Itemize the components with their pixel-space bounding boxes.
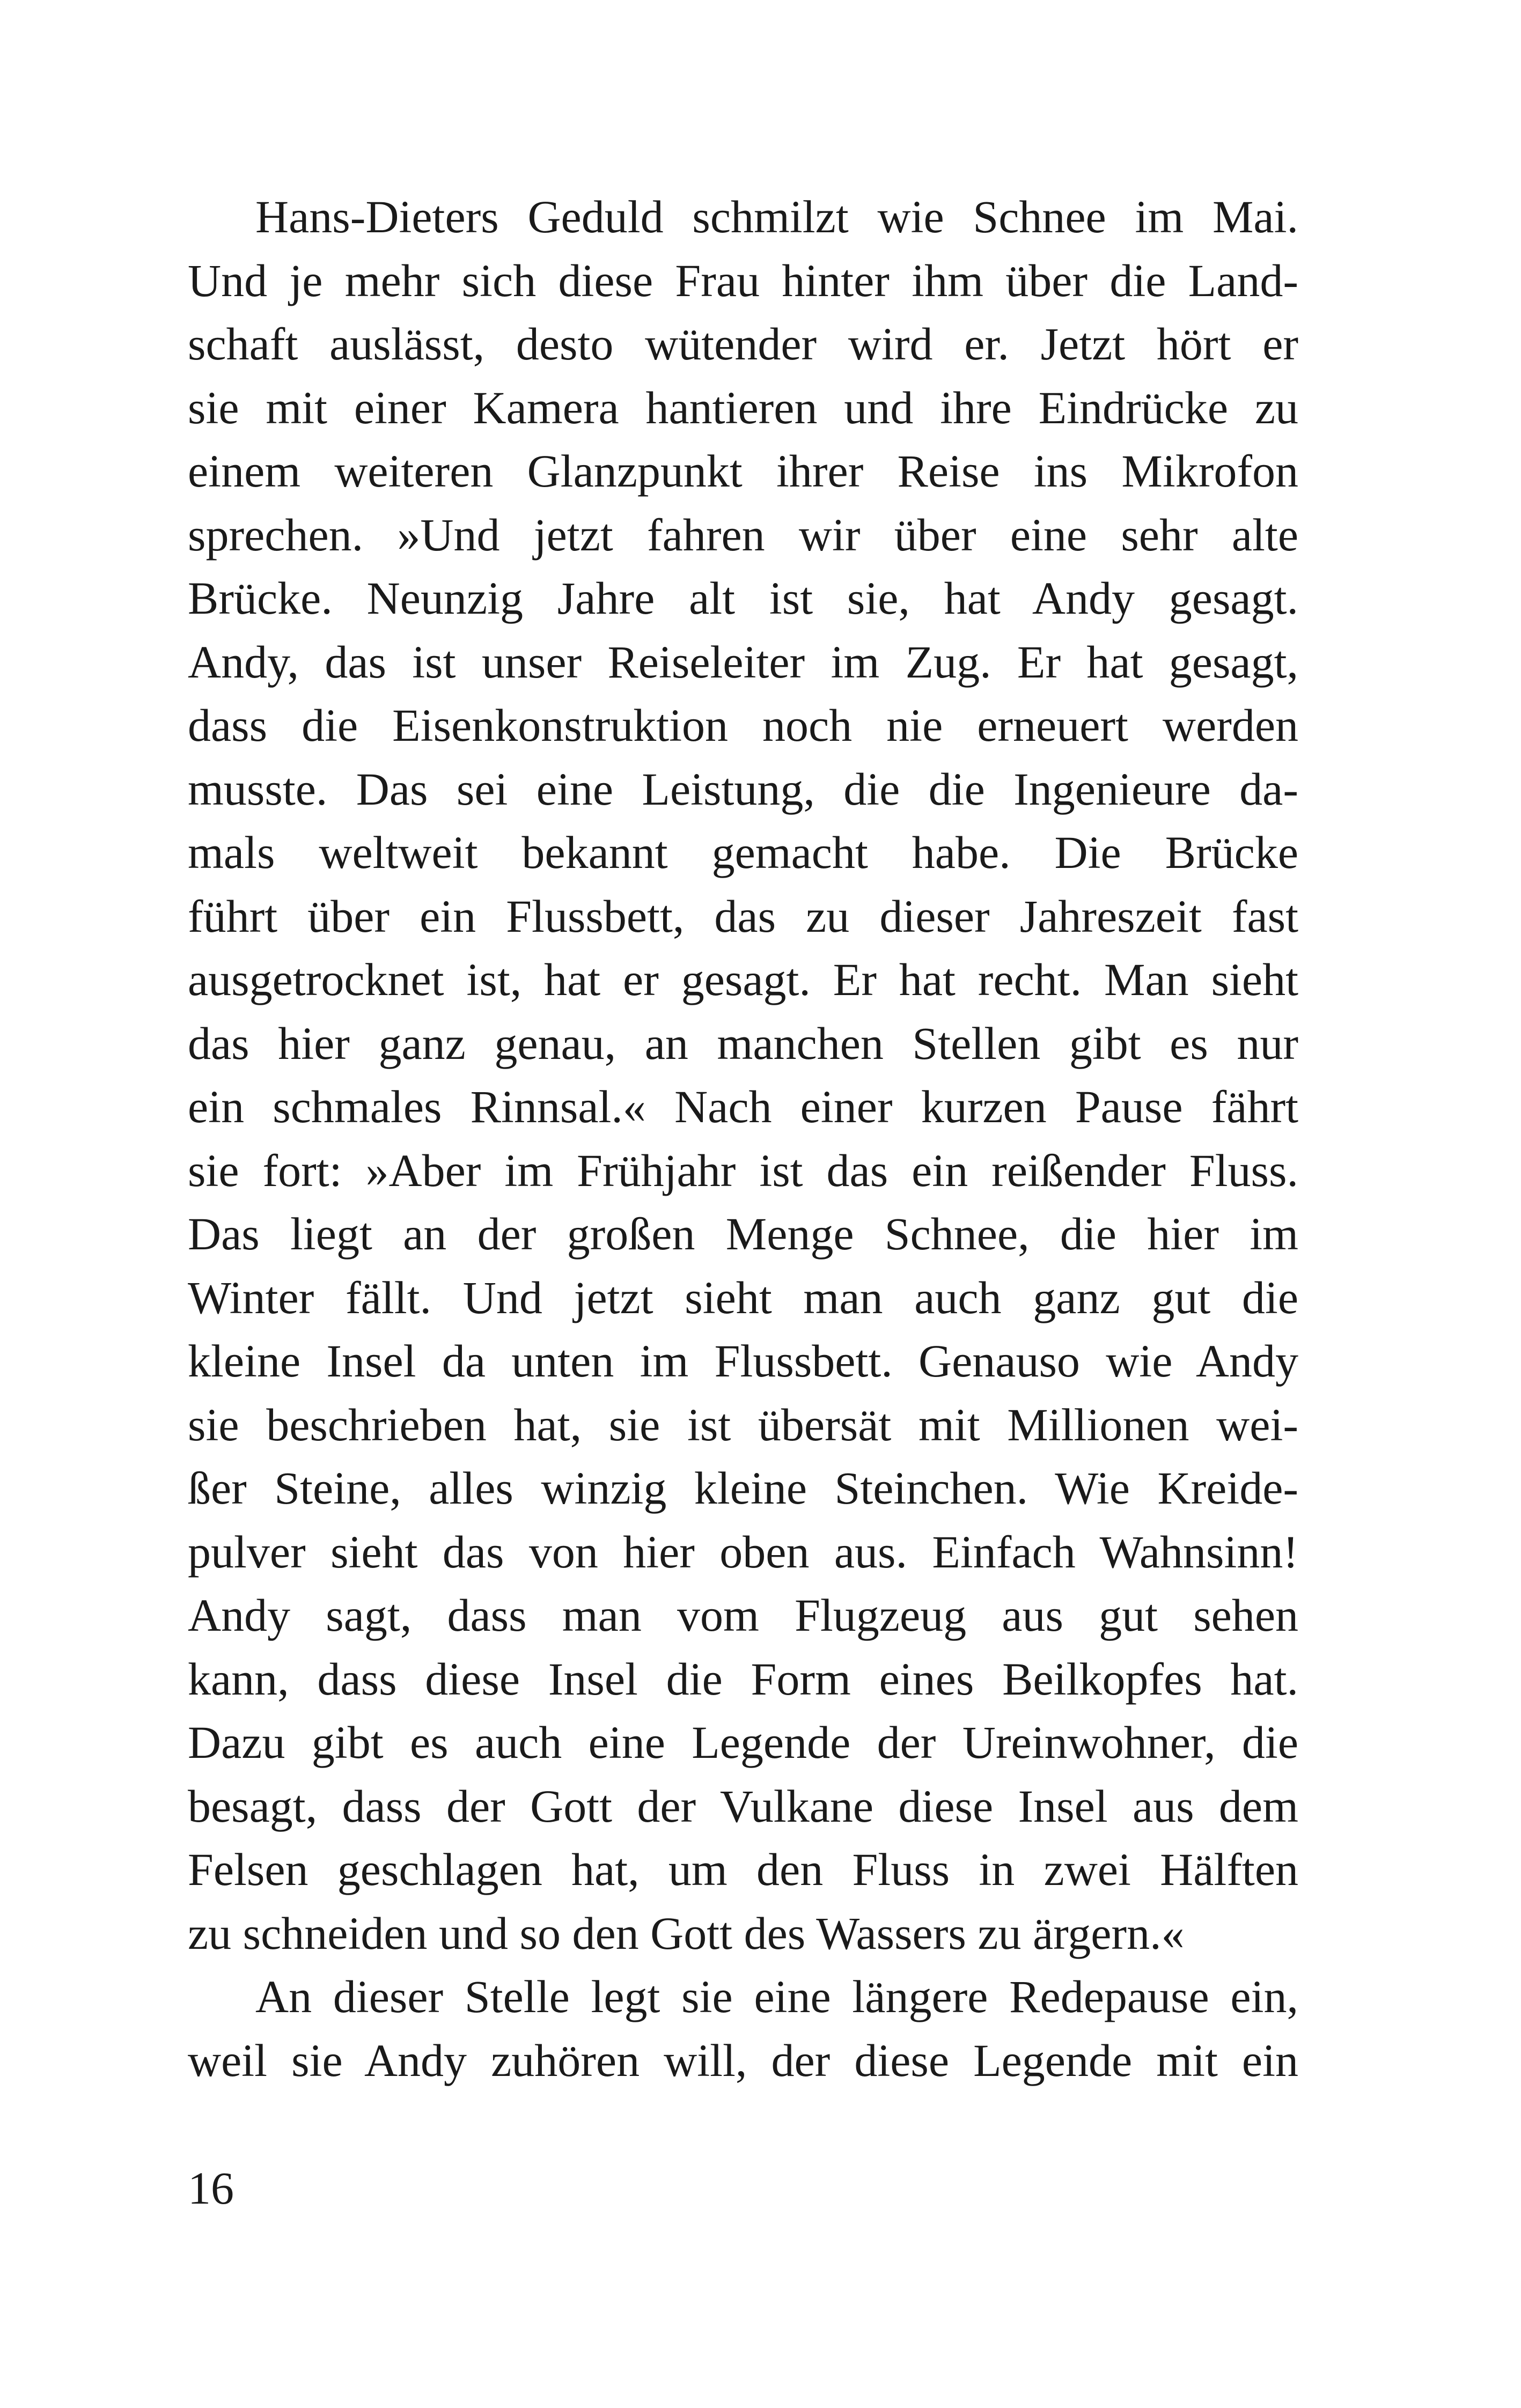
text-line: mals weltweit bekannt gemacht habe. Die Brücke: [188, 827, 1298, 878]
text-line: ausgetrocknet ist, hat er gesagt. Er hat recht. Man sieht: [188, 954, 1298, 1005]
text-line: führt über ein Flussbett, das zu dieser Jahreszeit fast: [188, 890, 1298, 942]
text-line: Hans-Dieters Geduld schmilzt wie Schnee im Mai.: [255, 191, 1298, 242]
text-line: sprechen. »Und jetzt fahren wir über eine sehr alte: [188, 509, 1298, 561]
text-line: zu schneiden und so den Gott des Wassers zu ärgern.«: [188, 1907, 1185, 1959]
text-line: besagt, dass der Gott der Vulkane diese Insel aus dem: [188, 1780, 1298, 1832]
text-line: schaft auslässt, desto wütender wird er. Jetzt hört er: [188, 318, 1298, 370]
text-line: kann, dass diese Insel die Form eines Beilkopfes hat.: [188, 1653, 1298, 1705]
paragraph: [188, 1965, 1298, 2092]
text-line: Andy sagt, dass man vom Flugzeug aus gut sehen: [188, 1589, 1298, 1641]
text-line: sie fort: »Aber im Frühjahr ist das ein reißender Fluss.: [188, 1144, 1298, 1196]
text-line: ßer Steine, alles winzig kleine Steinchen. Wie Kreide-: [188, 1462, 1298, 1514]
text-line: Felsen geschlagen hat, um den Fluss in zwei Hälften: [188, 1844, 1298, 1895]
text-line: Winter fällt. Und jetzt sieht man auch ganz gut die: [188, 1271, 1298, 1323]
body-text: [188, 185, 1298, 2092]
text-line: einem weiteren Glanzpunkt ihrer Reise ins Mikrofon: [188, 445, 1298, 497]
text-line: Andy, das ist unser Reiseleiter im Zug. Er hat gesagt,: [188, 636, 1298, 688]
text-line: dass die Eisenkonstruktion noch nie erneuert werden: [188, 699, 1298, 751]
page-number: 16: [188, 2162, 234, 2214]
text-line: Dazu gibt es auch eine Legende der Ureinwohner, die: [188, 1717, 1298, 1768]
text-line: ein schmales Rinnsal.« Nach einer kurzen Pause fährt: [188, 1081, 1298, 1132]
text-line: Und je mehr sich diese Frau hinter ihm über die Land-: [188, 254, 1298, 306]
text-line: das hier ganz genau, an manchen Stellen gibt es nur: [188, 1017, 1298, 1069]
text-line: sie mit einer Kamera hantieren und ihre Eindrücke zu: [188, 381, 1298, 433]
paragraph: [188, 185, 1298, 1965]
text-line: Brücke. Neunzig Jahre alt ist sie, hat Andy gesagt.: [188, 572, 1298, 624]
text-line: kleine Insel da unten im Flussbett. Genauso wie Andy: [188, 1335, 1298, 1387]
text-line: sie beschrieben hat, sie ist übersät mit Millionen wei-: [188, 1398, 1298, 1450]
text-line: An dieser Stelle legt sie eine längere Redepause ein,: [255, 1971, 1298, 2022]
text-line: pulver sieht das von hier oben aus. Einfach Wahnsinn!: [188, 1526, 1298, 1578]
text-line: Das liegt an der großen Menge Schnee, die hier im: [188, 1208, 1298, 1260]
text-line: musste. Das sei eine Leistung, die die Ingenieure da-: [188, 763, 1298, 815]
text-line: weil sie Andy zuhören will, der diese Legende mit ein: [188, 2034, 1298, 2086]
